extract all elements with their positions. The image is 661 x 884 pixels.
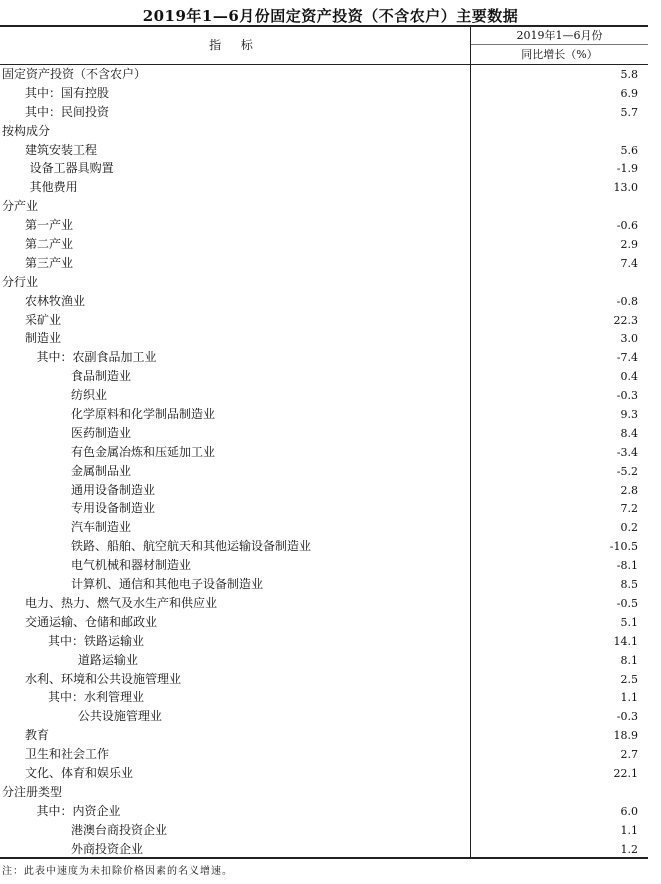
row-label: 其中：内资企业 (36, 803, 121, 818)
row-value: -5.2 (616, 464, 638, 478)
row-label: 制造业 (25, 331, 62, 346)
row-label: 道路运输业 (77, 652, 138, 667)
table-row (0, 670, 648, 689)
row-label: 交通运输、仓储和邮政业 (25, 614, 158, 629)
row-label: 分注册类型 (2, 784, 63, 799)
row-label: 金属制品业 (71, 463, 132, 478)
row-label: 有色金属冶炼和压延加工业 (71, 444, 216, 459)
table-row (0, 159, 648, 178)
table-row (0, 499, 648, 518)
row-value: 22.3 (613, 313, 638, 327)
table-row (0, 292, 648, 311)
row-label: 化学原料和化学制品制造业 (71, 407, 216, 422)
row-label: 公共设施管理业 (77, 709, 162, 724)
row-value: 3.0 (620, 332, 638, 346)
period-header: 2019年1—6月份 (516, 28, 603, 42)
table-row (0, 254, 648, 273)
row-value: -0.3 (616, 389, 638, 403)
row-label: 第二产业 (25, 237, 74, 252)
row-label: 采矿业 (25, 312, 62, 327)
row-value: -7.4 (616, 351, 638, 365)
row-value: 18.9 (613, 729, 638, 743)
row-value: 7.4 (620, 256, 638, 270)
row-label: 其中：民间投资 (25, 104, 110, 119)
row-value: 8.1 (620, 653, 638, 667)
row-value: -0.5 (616, 596, 638, 610)
table-row (0, 575, 648, 594)
row-label: 教育 (25, 728, 50, 743)
data-table-body (0, 65, 648, 858)
row-value: 5.1 (620, 615, 638, 629)
footnote: 注：此表中速度为未扣除价格因素的名义增速。 (2, 866, 233, 877)
table-row (0, 840, 648, 859)
row-label: 电力、热力、燃气及水生产和供应业 (25, 595, 218, 610)
row-label: 其中：国有控股 (25, 85, 110, 100)
table-row (0, 783, 648, 802)
row-label: 第一产业 (25, 218, 74, 233)
row-label: 建筑安装工程 (25, 142, 98, 157)
table-row (0, 197, 648, 216)
table-row (0, 443, 648, 462)
table-row (0, 821, 648, 840)
row-value: -0.3 (616, 710, 638, 724)
table-row (0, 537, 648, 556)
table-row (0, 764, 648, 783)
row-value: 1.1 (620, 691, 638, 705)
row-label: 水利、环境和公共设施管理业 (25, 671, 182, 686)
row-value: 1.1 (620, 823, 638, 837)
indicator-header: 指 标 (209, 37, 261, 52)
table-row (0, 103, 648, 122)
table-row (0, 613, 648, 632)
table-row (0, 122, 648, 141)
row-value: 5.6 (620, 143, 638, 157)
table-row (0, 688, 648, 707)
row-value: -0.8 (616, 294, 638, 308)
row-label: 电气机械和器材制造业 (71, 558, 192, 573)
row-label: 文化、体育和娱乐业 (25, 765, 134, 780)
table-row (0, 348, 648, 367)
table-row (0, 632, 648, 651)
table-row (0, 594, 648, 613)
table-row (0, 216, 648, 235)
row-label: 外商投资企业 (71, 841, 144, 856)
row-label: 分产业 (2, 199, 39, 214)
row-value: 8.4 (620, 426, 638, 440)
row-value: 2.5 (620, 672, 638, 686)
row-label: 分行业 (2, 274, 39, 289)
row-label: 纺织业 (71, 388, 108, 403)
row-value: 2.7 (620, 748, 638, 762)
row-value: -3.4 (616, 445, 638, 459)
table-row (0, 405, 648, 424)
row-label: 按构成分 (2, 123, 51, 138)
row-label: 专用设备制造业 (71, 501, 156, 516)
table-row (0, 273, 648, 292)
table-row (0, 651, 648, 670)
table-row (0, 802, 648, 821)
row-label: 卫生和社会工作 (25, 747, 110, 762)
row-value: -10.5 (609, 540, 638, 554)
table-row (0, 235, 648, 254)
row-label: 港澳台商投资企业 (71, 822, 168, 837)
row-label: 食品制造业 (71, 369, 132, 384)
row-value: -0.6 (616, 219, 638, 233)
table-row (0, 367, 648, 386)
row-value: 0.4 (620, 370, 638, 384)
table-row (0, 726, 648, 745)
table-row (0, 481, 648, 500)
table-row (0, 462, 648, 481)
table-row (0, 178, 648, 197)
row-label: 通用设备制造业 (71, 482, 156, 497)
table-row (0, 386, 648, 405)
table-row (0, 745, 648, 764)
table-row (0, 141, 648, 160)
row-value: -1.9 (616, 162, 638, 176)
row-value: 14.1 (613, 634, 638, 648)
table-row (0, 329, 648, 348)
row-value: 13.0 (613, 181, 638, 195)
table-row (0, 311, 648, 330)
row-label: 其中：水利管理业 (48, 690, 145, 705)
row-value: 6.9 (620, 86, 638, 100)
row-value: 0.2 (620, 521, 638, 535)
metric-header: 同比增长（%） (521, 47, 598, 61)
row-value: -8.1 (616, 559, 638, 573)
table-row (0, 518, 648, 537)
row-value: 9.3 (620, 408, 638, 422)
table-row (0, 707, 648, 726)
row-value: 1.2 (620, 842, 638, 856)
row-label: 固定资产投资（不含农户） (2, 67, 147, 81)
row-label: 医药制造业 (71, 425, 132, 440)
row-value: 2.8 (620, 483, 638, 497)
row-label: 其他费用 (29, 180, 78, 195)
row-value: 6.0 (620, 804, 638, 818)
row-label: 汽车制造业 (71, 520, 132, 535)
row-value: 7.2 (620, 502, 638, 516)
page-title: 2019年1—6月份固定资产投资（不含农户）主要数据 (142, 7, 519, 25)
table-row (0, 556, 648, 575)
row-label: 农林牧渔业 (25, 293, 86, 308)
row-label: 第三产业 (25, 255, 74, 270)
table-row (0, 84, 648, 103)
row-value: 5.7 (620, 105, 638, 119)
row-label: 计算机、通信和其他电子设备制造业 (71, 577, 264, 592)
row-value: 8.5 (620, 578, 638, 592)
row-value: 5.8 (620, 68, 638, 81)
row-label: 其中：农副食品加工业 (36, 350, 157, 365)
row-label: 设备工器具购置 (29, 161, 114, 176)
table-row (0, 65, 648, 84)
table-row (0, 424, 648, 443)
row-value: 22.1 (613, 766, 638, 780)
row-value: 2.9 (620, 238, 638, 252)
row-label: 其中：铁路运输业 (48, 633, 145, 648)
row-label: 铁路、船舶、航空航天和其他运输设备制造业 (71, 539, 312, 554)
